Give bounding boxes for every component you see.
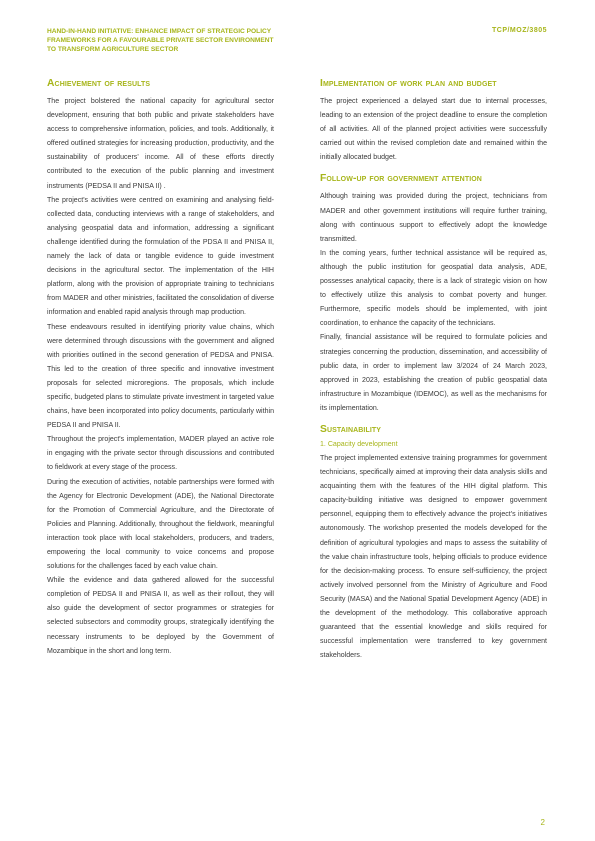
paragraph: The project implemented extensive training programmes for government technicians, specifically aimed at improving their data analysis skills and acquainting them with the features of the HIH digital platform. This capacity-building initiative was designed to empower government personnel, equipping them to effectively advance the project's initiatives autonomously. The workshop presented the models developed for the definition of agricultural typologies and maps to assess the suitability of the value chain infrastructure tools, helping officials to produce evidence for the decision-making process. To ensure self-sufficiency, the project actively involved personnel from the Ministry of Agriculture and Food Security (MASA) and the National Spatial Development Agency (ADE) in the development of the methodology. This collaborative approach guaranteed that the essential knowledge and skills required for successful implementation were transferred to key government stakeholders. [320,454,547,660]
paragraph: The project bolstered the national capacity for agricultural sector development, ensuring that both public and private stakeholders have access to comprehensive information, policies, and tools. Additionally, it offered outlined strategies for increasing production, productivity, and the sustainability of producers' income. All of these efforts directly contributed to the execution of the public planning and investment instruments (PEDSA II and PNISA II) . [47,98,274,190]
subsection-title-capacity-development: 1. Capacity development [320,440,398,448]
paragraph: While the evidence and data gathered allowed for the successful completion of PEDSA II and PNISA II, as well as their rollout, they will also guide the development of sector programmes or strategies for selected subsectors and commodity groups, strategically identifying the necessary instruments to be deployed by the Government of Mozambique in the short and long term. [47,577,274,655]
document-header-title [47,27,297,55]
section-title-sustainability: Sustainability [320,423,382,435]
paragraph: Throughout the project's implementation, MADER played an active role in engaging with the private sector through discussions and contributed to fieldwork at every stage of the process. [47,436,274,472]
section-title-implementation: Implementation of work plan and budget [320,78,497,89]
paragraph: Finally, financial assistance will be required to formulate policies and strategies concerning the production, dissemination, and accessibility of public data, in order to implement law 3/2024 of 24 March 2023, approved in 2023, establishing the creation of public geospatial data infrastructure in Mozambique (IDEMOC), as well as the mechanisms for its implementation. [320,334,547,412]
paragraph: In the coming years, further technical assistance will be required as, although the public institution for geospatial data analysis, ADE, possesses analytical capacity, there is a lack of strategic vision on how to effectively utilize this analysis to combat poverty and hunger. Furthermore, specific models should be implemented, with joint coordination, to enhance the capacity of the technicians. [320,249,547,328]
document-code: TCP/MOZ/3805 [491,27,547,34]
section-title-follow-up: Follow-up for government attention [320,173,482,185]
paragraph: The project experienced a delayed start due to internal processes, leading to an extension of the project deadline to ensure the completion of all activities. All of the planned project activities were successfully carried out within the revised completion date and remained within the initially allocated budget. [320,98,547,162]
paragraph: During the execution of activities, notable partnerships were formed with the Agency for Electronic Development (ADE), the National Directorate for the Promotion of Commercial Agriculture, and the Directorate of Policies and Planning. Additionally, throughout the fieldwork, meaningful interaction took place with local stakeholders, producers, and traders, empowering the local community to voice concerns and propose solutions for the challenges faced by each value chain. [47,478,274,571]
page-number: 2 [540,818,545,827]
header-title-line: FRAMEWORKS FOR A FAVOURABLE PRIVATE SECTOR ENVIRONMENT [47,37,274,45]
paragraph: These endeavours resulted in identifying priority value chains, which were determined through discussions with the government and aligned with priorities outlined in the second generation of PEDSA and PNISA. This led to the creation of three specific and innovative investment proposals for selected microregions. The proposals, which include specific, budgeted plans to stimulate private investment in targeted value chains, have been incorporated into policy documents, particularly within PEDSA II and PNISA II. [47,323,274,430]
header-title-line: TO TRANSFORM AGRICULTURE SECTOR [47,46,179,54]
section-title-achievement: Achievement of results [47,78,151,89]
header-title-line: HAND-IN-HAND INITIATIVE: ENHANCE IMPACT OF STRATEGIC POLICY [47,28,272,35]
paragraph: Although training was provided during the project, technicians from MADER and other government institutions will require further training, along with continuous support to effectively adopt the knowledge transmitted. [320,193,547,243]
left-column [47,78,274,659]
right-column [320,78,547,663]
paragraph: The project's activities were centred on examining and analysing field-collected data, conducting interviews with a range of stakeholders, and analysing geospatial data and information, addressing a significant challenge identified during the formulation of the PDSA II and PNISA II, namely the lack of data or tangible evidence to guide investment decisions in the agricultural sector. The implementation of the HIH platform, along with the provision of appropriate training to technicians from MADER and other ministries, facilitated the consolidation of diverse information and enabled rapid analysis through map production. [47,196,274,317]
